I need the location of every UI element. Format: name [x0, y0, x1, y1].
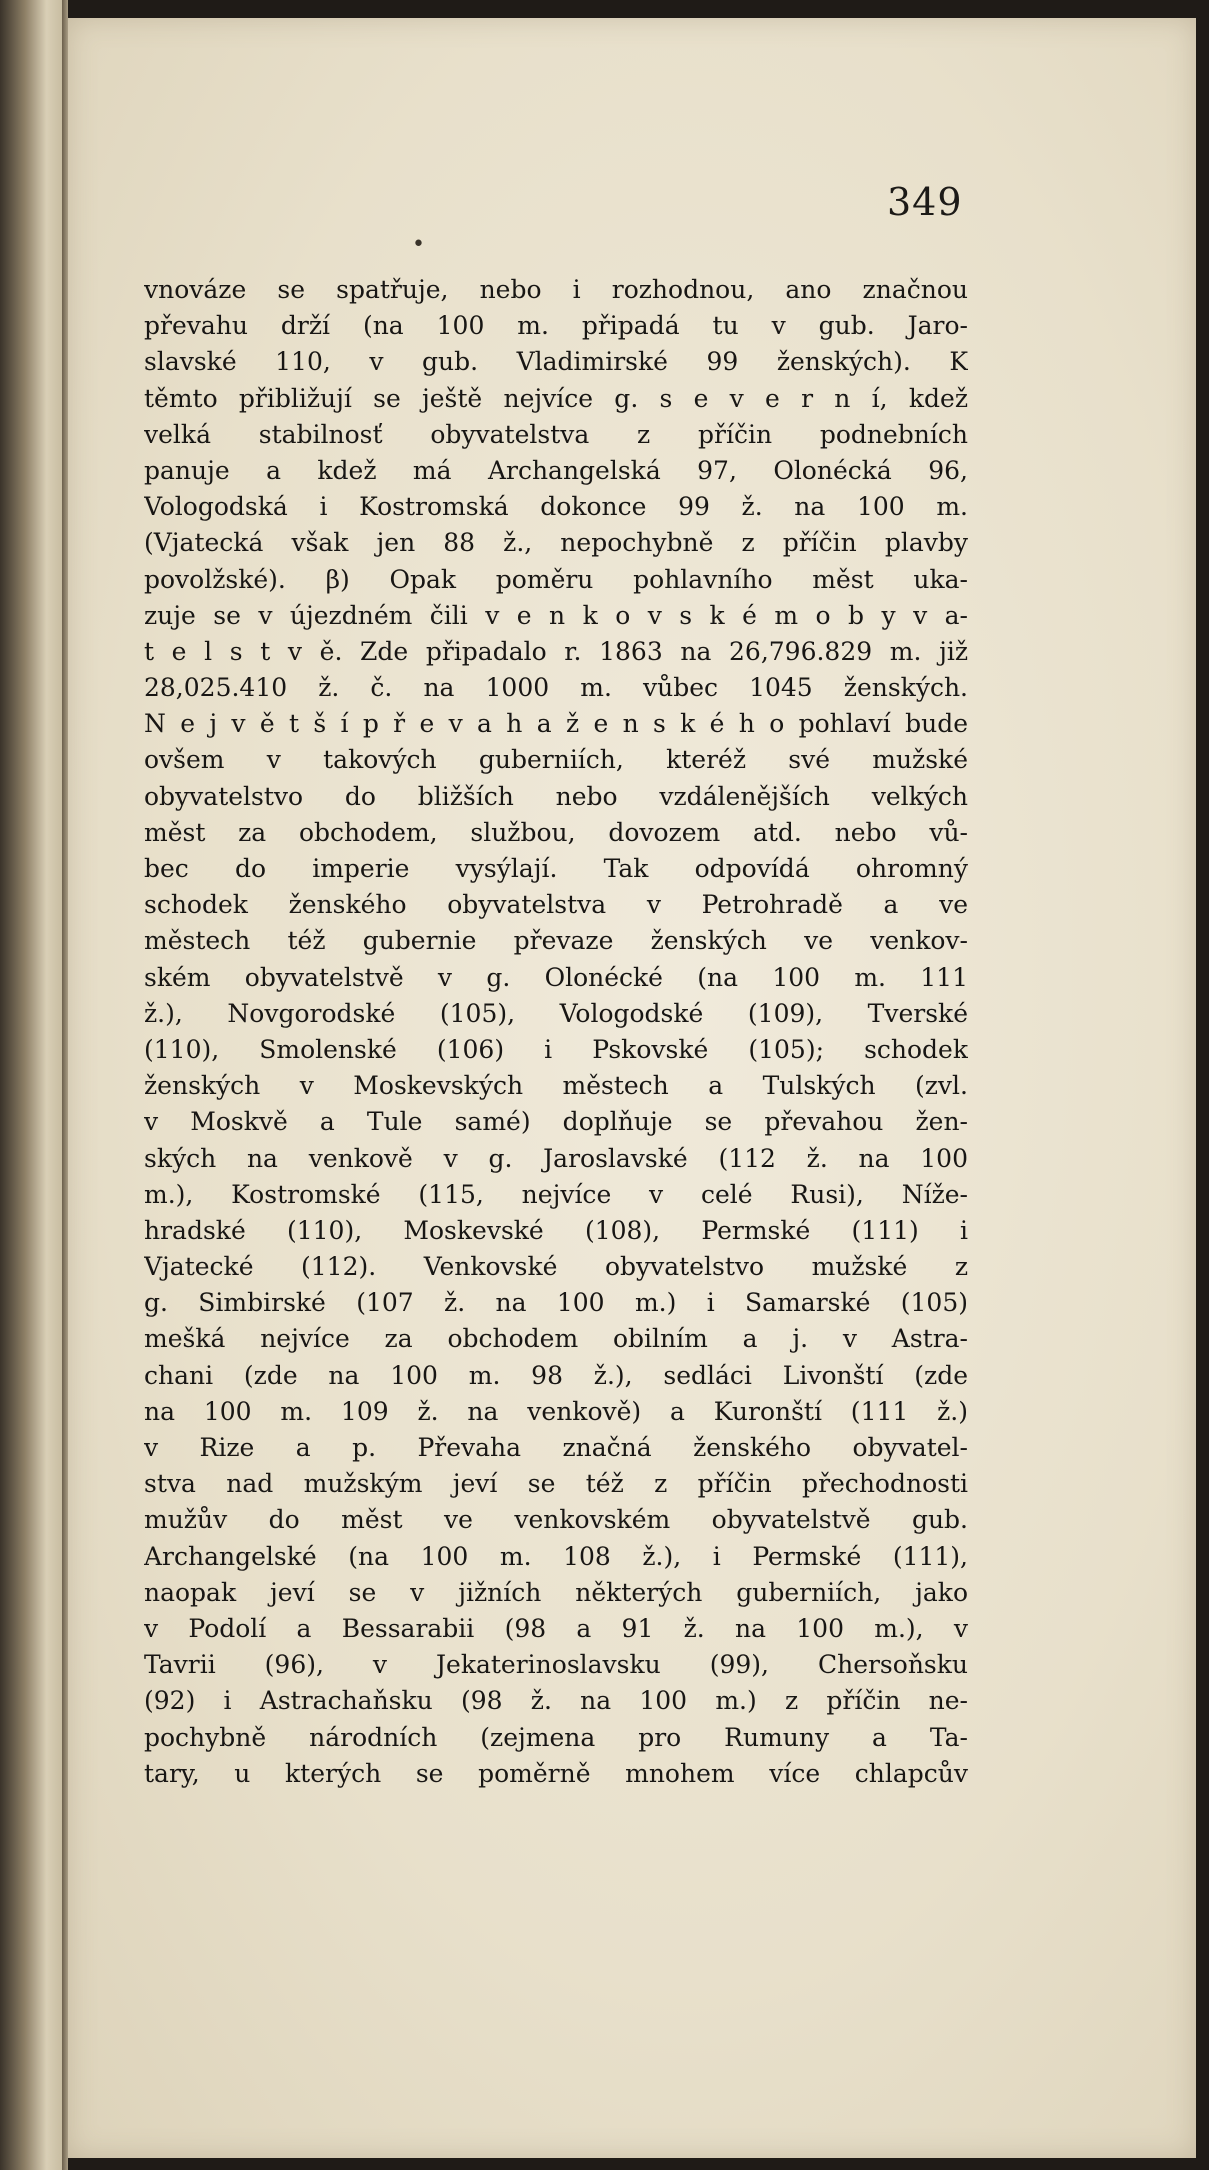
text-line: slavské 110, v gub. Vladimirské 99 ženských). K: [144, 347, 968, 377]
text-line: ž.), Novgorodské (105), Vologodské (109), Tverské: [144, 998, 968, 1028]
text-line: m.), Kostromské (115, nejvíce v celé Rusi), Níže-: [144, 1179, 968, 1209]
text-line: těmto přibližují se ještě nejvíce g. s e v e r n í, kdež: [144, 383, 968, 413]
page-body-text: [144, 272, 968, 1792]
text-line: ském obyvatelstvě v g. Olonécké (na 100 m. 111: [144, 962, 968, 992]
text-line: tary, u kterých se poměrně mnohem více chlapcův: [144, 1758, 968, 1788]
text-line: schodek ženského obyvatelstva v Petrohradě a ve: [144, 890, 968, 920]
text-line: 28,025.410 ž. č. na 1000 m. vůbec 1045 ženských.: [144, 673, 968, 703]
previous-page-edge: [0, 0, 62, 2170]
text-line: g. Simbirské (107 ž. na 100 m.) i Samarské (105): [144, 1288, 968, 1318]
text-line: t e l s t v ě. Zde připadalo r. 1863 na 26,796.829 m. již: [144, 636, 968, 666]
text-line: mešká nejvíce za obchodem obilním a j. v Astra-: [144, 1324, 968, 1354]
text-line: hradské (110), Moskevské (108), Permské (111) i: [144, 1215, 968, 1245]
text-line: obyvatelstvo do bližších nebo vzdálenějších velkých: [144, 781, 968, 811]
text-line: bec do imperie vysýlají. Tak odpovídá ohromný: [144, 854, 968, 883]
text-line: mužův do měst ve venkovském obyvatelstvě gub.: [144, 1505, 968, 1535]
text-line: ženských v Moskevských městech a Tulských (zvl.: [144, 1071, 968, 1101]
text-line: pochybně národních (zejmena pro Rumuny a Ta-: [144, 1722, 968, 1752]
text-line: (92) i Astrachaňsku (98 ž. na 100 m.) z příčin ne-: [144, 1686, 968, 1716]
text-line: ských na venkově v g. Jaroslavské (112 ž. na 100: [144, 1143, 968, 1173]
text-line: N e j v ě t š í p ř e v a h a ž e n s k é h o pohlaví bude: [144, 709, 968, 739]
text-line: v Moskvě a Tule samé) doplňuje se převahou žen-: [144, 1107, 968, 1137]
text-line: Vjatecké (112). Venkovské obyvatelstvo mužské z: [144, 1252, 968, 1282]
text-line: převahu drží (na 100 m. připadá tu v gub. Jaro-: [144, 311, 968, 341]
text-line: měst za obchodem, službou, dovozem atd. nebo vů-: [144, 817, 968, 847]
text-line: (110), Smolenské (106) i Pskovské (105); schodek: [144, 1034, 968, 1064]
text-line: Archangelské (na 100 m. 108 ž.), i Permské (111),: [144, 1541, 968, 1571]
text-line: Tavrii (96), v Jekaterinoslavsku (99), Chersoňsku: [144, 1650, 968, 1680]
text-line: panuje a kdež má Archangelská 97, Olonécká 96,: [144, 455, 968, 485]
text-line: (Vjatecká však jen 88 ž., nepochybně z příčin plavby: [144, 528, 968, 558]
page-number: 349: [887, 180, 963, 224]
text-line: vnováze se spatřuje, nebo i rozhodnou, ano značnou: [144, 275, 968, 304]
text-line: zuje se v újezdném čili v e n k o v s k é m o b y v a-: [144, 600, 968, 630]
text-line: velká stabilnosť obyvatelstva z příčin podnebních: [144, 419, 968, 449]
text-line: na 100 m. 109 ž. na venkově) a Kuronští (111 ž.): [144, 1396, 968, 1426]
text-line: naopak jeví se v jižních některých guberniích, jako: [144, 1577, 968, 1607]
text-line: ovšem v takových guberniích, kteréž své mužské: [144, 745, 968, 775]
text-line: povolžské). β) Opak poměru pohlavního měst uka-: [144, 564, 968, 594]
text-line: v Rize a p. Převaha značná ženského obyvatel-: [144, 1433, 968, 1462]
text-line: chani (zde na 100 m. 98 ž.), sedláci Livonští (zde: [144, 1360, 968, 1390]
ink-speck: •: [412, 232, 425, 257]
text-line: městech též gubernie převaze ženských ve venkov-: [144, 926, 968, 956]
text-line: stva nad mužským jeví se též z příčin přechodnosti: [144, 1469, 968, 1499]
text-line: Vologodská i Kostromská dokonce 99 ž. na 100 m.: [144, 492, 968, 522]
text-line: v Podolí a Bessarabii (98 a 91 ž. na 100 m.), v: [144, 1613, 968, 1643]
